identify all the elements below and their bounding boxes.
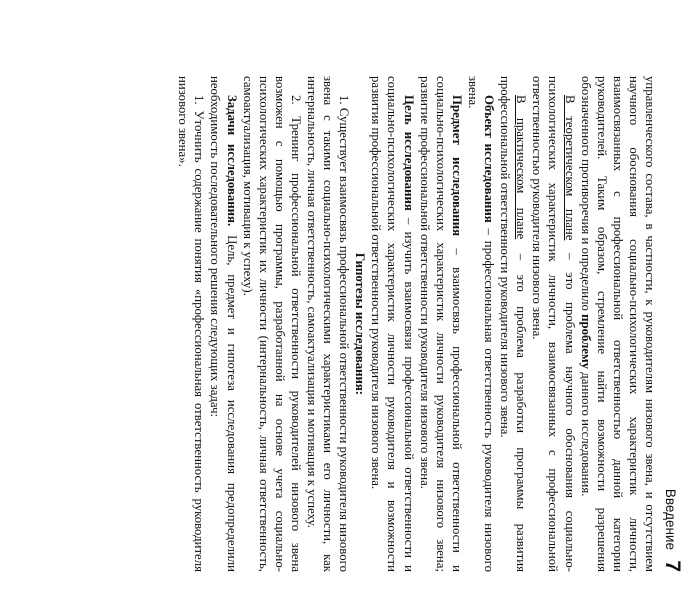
paragraph-text: – это проблема научного обоснования социально-психологических характеристик личности, взаимосвязанных с профессиональной ответственностью руководителя низового звена.: [530, 76, 577, 572]
paragraph-text: – изучить взаимосвязи профессиональной ответственности и социально-психологических характеристик личности руководителя и возможности развития профессиональной ответственности руководителя низового звена.: [369, 76, 416, 572]
term-tasks: Задачи исследования.: [224, 95, 239, 227]
paragraph-text: – взаимосвязь профессиональной ответственности и социально-психологических характеристик личности руководителя низового звена; развитие профессиональной ответственности руководителя низового звена.: [417, 76, 464, 572]
paragraph-subject: [417, 76, 465, 572]
term-goal: Цель исследования: [401, 95, 416, 211]
paragraph-text: Цель, предмет и гипотеза исследования предопределили необходимость последовательного решения следующих задач:: [208, 76, 239, 572]
paragraph-text: управленческого состава, в частности, к руководителям низового звена, и отсутствием научного обоснования социально-психологических характеристик личности, взаимосвязанных с профессиональной ответственностью данной категории руководителей. Таким образом, стремление найти возможности разрешения обозначенного противоречия и определило: [578, 76, 657, 572]
paragraph-text: данного исследования.: [578, 369, 593, 497]
running-header: [658, 76, 688, 572]
page-number: 7: [661, 560, 684, 572]
lead-theoretical: В теоретическом плане: [562, 95, 577, 241]
hypotheses-heading: Гипотезы исследования:: [353, 252, 368, 396]
paragraph-goal: [368, 76, 416, 572]
paragraph-theoretical: [529, 76, 577, 572]
paragraph-object: [465, 76, 497, 572]
header-title: Введение: [663, 488, 678, 550]
task-1: 1. Уточнить содержание понятия «профессиональная ответственность руководителя низового звена».: [176, 76, 207, 572]
hypothesis-2: 2. Тренинг профессиональной ответственности руководителей низового звена возможен с помощью программы, разработанной на основе учета социально-психологических характеристик их личности (интернальность, личная ответственность, самоактуализация, мотивация к успеху).: [240, 76, 303, 572]
paragraph-problem: [578, 76, 658, 572]
hypothesis-1: 1. Существует взаимосвязь профессиональной ответственности руководителя низового звена с такими социально-психологическими характеристиками его личности, как интернальность, личная ответственность, самоактуализация и мотивация к успеху.: [305, 76, 352, 572]
paragraph-text: – это проблема разработки программы развития профессиональной ответственности руководителя низового звена.: [498, 76, 529, 572]
paragraph-tasks: [207, 76, 239, 572]
paragraph-practical: [497, 76, 529, 572]
term-problem: проблему: [578, 314, 593, 370]
paragraph-text: – профессиональная ответственность руководителя низового звена.: [465, 76, 497, 572]
lead-practical: В практическом плане: [514, 95, 529, 240]
term-object: Объект исследования: [482, 95, 497, 223]
term-subject: Предмет исследования: [449, 95, 464, 237]
body-text: [175, 76, 658, 572]
